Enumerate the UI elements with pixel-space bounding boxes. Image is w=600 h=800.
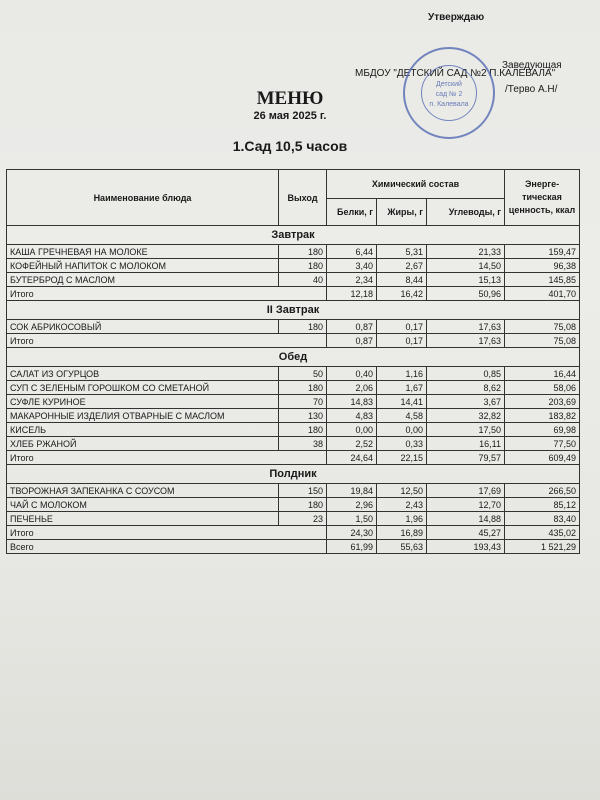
dish-protein: 19,84 <box>327 484 377 498</box>
dish-carbs: 8,62 <box>427 381 505 395</box>
dish-carbs: 17,50 <box>427 423 505 437</box>
dish-fat: 0,33 <box>377 437 427 451</box>
table-row <box>7 320 580 334</box>
approve-label: Утверждаю <box>428 12 485 23</box>
table-row <box>7 245 580 259</box>
dish-energy: 183,82 <box>505 409 580 423</box>
dish-energy: 145,85 <box>505 273 580 287</box>
seal-stamp: Детский сад № 2 п. Калевала <box>403 47 495 139</box>
dish-energy: 96,38 <box>505 259 580 273</box>
dish-carbs: 17,63 <box>427 320 505 334</box>
dish-protein: 3,40 <box>327 259 377 273</box>
total-fat: 22,15 <box>377 451 427 465</box>
dish-energy: 85,12 <box>505 498 580 512</box>
dish-protein: 6,44 <box>327 245 377 259</box>
table-row <box>7 367 580 381</box>
total-label: Итого <box>7 287 327 301</box>
grand-total-row <box>7 540 580 554</box>
dish-fat: 14,41 <box>377 395 427 409</box>
total-protein: 24,64 <box>327 451 377 465</box>
table-row <box>7 395 580 409</box>
table-row <box>7 273 580 287</box>
total-carbs: 45,27 <box>427 526 505 540</box>
dish-name: КОФЕЙНЫЙ НАПИТОК С МОЛОКОМ <box>7 259 279 273</box>
grand-total-protein: 61,99 <box>327 540 377 554</box>
total-energy: 401,70 <box>505 287 580 301</box>
page-title: МЕНЮ <box>256 88 324 109</box>
dish-energy: 266,50 <box>505 484 580 498</box>
dish-energy: 83,40 <box>505 512 580 526</box>
total-label: Итого <box>7 526 327 540</box>
total-label: Итого <box>7 334 327 348</box>
total-row <box>7 334 580 348</box>
total-energy: 75,08 <box>505 334 580 348</box>
grand-total-carbs: 193,43 <box>427 540 505 554</box>
header-fat: Жиры, г <box>377 199 427 226</box>
table-row <box>7 498 580 512</box>
head-label: Заведующая <box>502 60 562 71</box>
total-fat: 16,42 <box>377 287 427 301</box>
dish-protein: 2,96 <box>327 498 377 512</box>
dish-protein: 0,87 <box>327 320 377 334</box>
table-row <box>7 423 580 437</box>
dish-name: САЛАТ ИЗ ОГУРЦОВ <box>7 367 279 381</box>
total-protein: 24,30 <box>327 526 377 540</box>
table-row <box>7 484 580 498</box>
total-protein: 0,87 <box>327 334 377 348</box>
dish-name: СУФЛЕ КУРИНОЕ <box>7 395 279 409</box>
dish-carbs: 16,11 <box>427 437 505 451</box>
dish-protein: 1,50 <box>327 512 377 526</box>
table-row <box>7 409 580 423</box>
dish-carbs: 21,33 <box>427 245 505 259</box>
org-name: МБДОУ "ДЕТСКИЙ САД №2 П.КАЛЕВАЛА" <box>355 68 556 79</box>
header-carbs: Углеводы, г <box>427 199 505 226</box>
dish-energy: 69,98 <box>505 423 580 437</box>
dish-carbs: 14,88 <box>427 512 505 526</box>
header-protein: Белки, г <box>327 199 377 226</box>
dish-protein: 2,06 <box>327 381 377 395</box>
total-row <box>7 287 580 301</box>
total-carbs: 79,57 <box>427 451 505 465</box>
dish-fat: 2,43 <box>377 498 427 512</box>
dish-carbs: 32,82 <box>427 409 505 423</box>
section-row <box>7 348 580 367</box>
dish-energy: 203,69 <box>505 395 580 409</box>
dish-fat: 1,16 <box>377 367 427 381</box>
total-protein: 12,18 <box>327 287 377 301</box>
total-energy: 609,49 <box>505 451 580 465</box>
dish-name: СОК АБРИКОСОВЫЙ <box>7 320 279 334</box>
dish-name: МАКАРОННЫЕ ИЗДЕЛИЯ ОТВАРНЫЕ С МАСЛОМ <box>7 409 279 423</box>
dish-fat: 2,67 <box>377 259 427 273</box>
dish-protein: 2,52 <box>327 437 377 451</box>
dish-carbs: 15,13 <box>427 273 505 287</box>
dish-name: БУТЕРБРОД С МАСЛОМ <box>7 273 279 287</box>
dish-yield: 180 <box>279 259 327 273</box>
dish-carbs: 3,67 <box>427 395 505 409</box>
section-title: Обед <box>7 348 580 367</box>
dish-carbs: 0,85 <box>427 367 505 381</box>
dish-carbs: 17,69 <box>427 484 505 498</box>
dish-name: СУП С ЗЕЛЕНЫМ ГОРОШКОМ СО СМЕТАНОЙ <box>7 381 279 395</box>
total-row <box>7 451 580 465</box>
header-energy: Энерге-тическая ценность, ккал <box>505 170 580 226</box>
dish-yield: 130 <box>279 409 327 423</box>
dish-fat: 1,96 <box>377 512 427 526</box>
section-row <box>7 465 580 484</box>
dish-energy: 77,50 <box>505 437 580 451</box>
header-chem: Химический состав <box>327 170 505 199</box>
dish-carbs: 14,50 <box>427 259 505 273</box>
dish-energy: 159,47 <box>505 245 580 259</box>
total-energy: 435,02 <box>505 526 580 540</box>
total-carbs: 50,96 <box>427 287 505 301</box>
section-title: Завтрак <box>7 226 580 245</box>
dish-fat: 0,00 <box>377 423 427 437</box>
grand-total-label: Всего <box>7 540 327 554</box>
dish-fat: 1,67 <box>377 381 427 395</box>
dish-yield: 150 <box>279 484 327 498</box>
dish-yield: 180 <box>279 498 327 512</box>
dish-protein: 0,00 <box>327 423 377 437</box>
total-label: Итого <box>7 451 327 465</box>
dish-yield: 40 <box>279 273 327 287</box>
dish-fat: 12,50 <box>377 484 427 498</box>
dish-name: ЧАЙ С МОЛОКОМ <box>7 498 279 512</box>
grand-total-fat: 55,63 <box>377 540 427 554</box>
menu-group: 1.Сад 10,5 часов <box>232 138 348 154</box>
dish-energy: 75,08 <box>505 320 580 334</box>
dish-name: ХЛЕБ РЖАНОЙ <box>7 437 279 451</box>
dish-name: КАША ГРЕЧНЕВАЯ НА МОЛОКЕ <box>7 245 279 259</box>
total-row <box>7 526 580 540</box>
grand-total-energy: 1 521,29 <box>505 540 580 554</box>
dish-protein: 2,34 <box>327 273 377 287</box>
dish-yield: 50 <box>279 367 327 381</box>
dish-fat: 4,58 <box>377 409 427 423</box>
dish-protein: 4,83 <box>327 409 377 423</box>
total-fat: 0,17 <box>377 334 427 348</box>
menu-table <box>6 169 580 554</box>
signer-name: /Терво А.Н/ <box>505 84 558 95</box>
dish-protein: 14,83 <box>327 395 377 409</box>
table-row <box>7 381 580 395</box>
dish-yield: 180 <box>279 245 327 259</box>
section-title: Полдник <box>7 465 580 484</box>
section-row <box>7 226 580 245</box>
dish-energy: 58,06 <box>505 381 580 395</box>
dish-name: КИСЕЛЬ <box>7 423 279 437</box>
total-fat: 16,89 <box>377 526 427 540</box>
table-row <box>7 437 580 451</box>
dish-yield: 180 <box>279 423 327 437</box>
dish-energy: 16,44 <box>505 367 580 381</box>
dish-name: ПЕЧЕНЬЕ <box>7 512 279 526</box>
table-row <box>7 259 580 273</box>
header-dish: Наименование блюда <box>7 170 279 226</box>
dish-protein: 0,40 <box>327 367 377 381</box>
dish-yield: 180 <box>279 381 327 395</box>
dish-name: ТВОРОЖНАЯ ЗАПЕКАНКА С СОУСОМ <box>7 484 279 498</box>
section-title: II Завтрак <box>7 301 580 320</box>
total-carbs: 17,63 <box>427 334 505 348</box>
dish-yield: 180 <box>279 320 327 334</box>
dish-fat: 5,31 <box>377 245 427 259</box>
dish-carbs: 12,70 <box>427 498 505 512</box>
menu-date: 26 мая 2025 г. <box>253 110 327 122</box>
section-row <box>7 301 580 320</box>
table-row <box>7 512 580 526</box>
dish-yield: 70 <box>279 395 327 409</box>
dish-fat: 8,44 <box>377 273 427 287</box>
dish-fat: 0,17 <box>377 320 427 334</box>
header-yield: Выход <box>279 170 327 226</box>
dish-yield: 38 <box>279 437 327 451</box>
dish-yield: 23 <box>279 512 327 526</box>
